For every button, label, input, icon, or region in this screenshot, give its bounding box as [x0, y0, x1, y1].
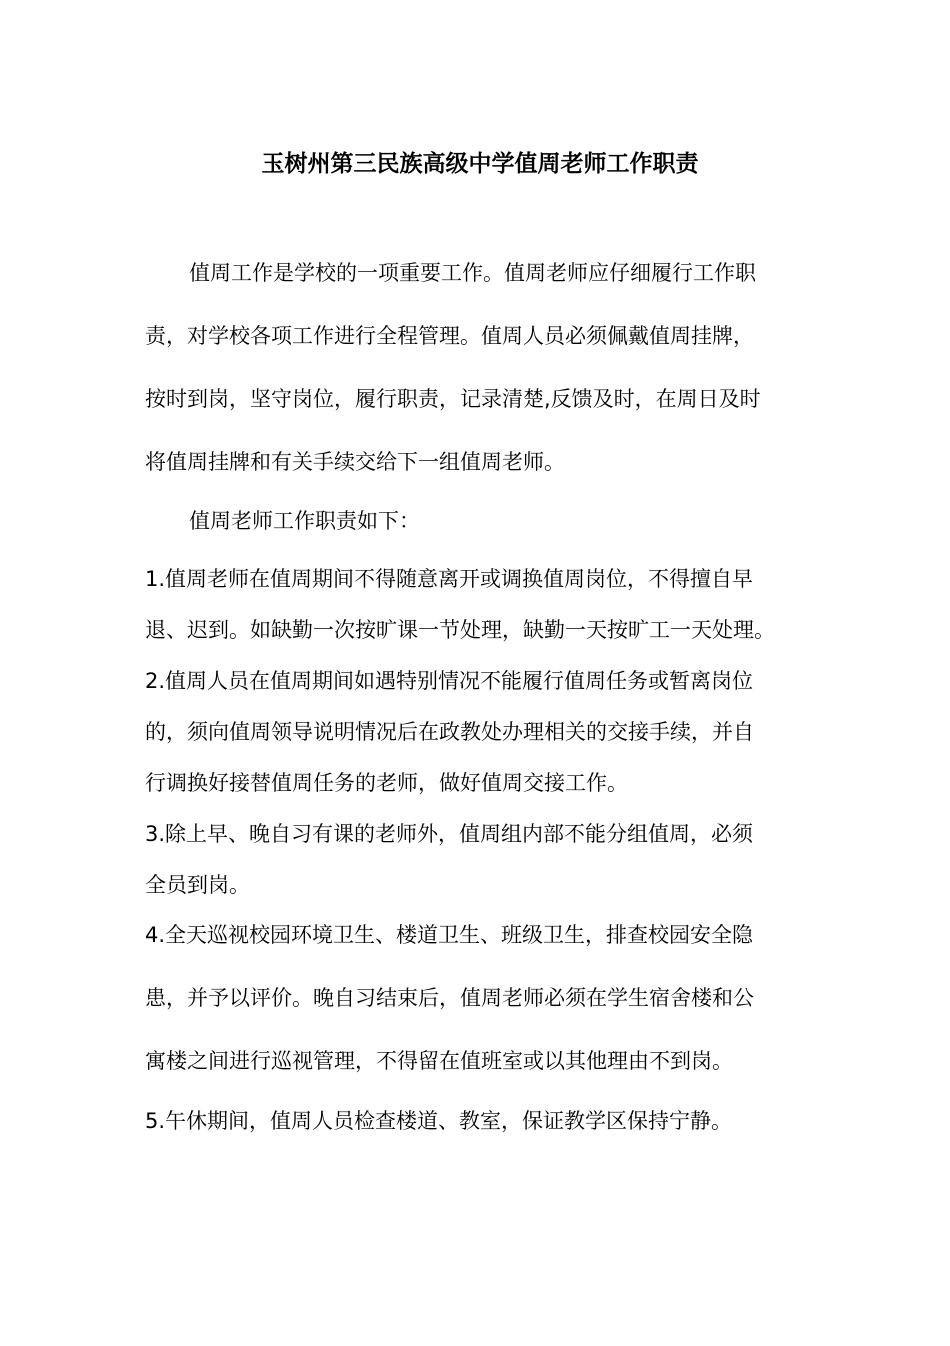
paragraph-line: 按时到岗，坚守岗位，履行职责，记录清楚,反馈及时，在周日及时 [145, 387, 761, 411]
list-item-line: 退、迟到。如缺勤一次按旷课一节处理，缺勤一天按旷工一天处理。 [145, 618, 775, 642]
list-item-line: 行调换好接替值周任务的老师，做好值周交接工作。 [145, 771, 628, 795]
document-title: 玉树州第三民族高级中学值周老师工作职责 [261, 150, 699, 177]
paragraph-line: 将值周挂牌和有关手续交给下一组值周老师。 [145, 450, 565, 474]
list-item-line: 寓楼之间进行巡视管理，不得留在值班室或以其他理由不到岗。 [145, 1049, 733, 1073]
paragraph-line: 责，对学校各项工作进行全程管理。值周人员必须佩戴值周挂牌， [145, 324, 754, 348]
list-item-line: 1.值周老师在值周期间不得随意离开或调换值周岗位，不得擅自早 [145, 567, 754, 591]
list-item-line: 患，并予以评价。晚自习结束后，值周老师必须在学生宿舍楼和公 [145, 986, 754, 1010]
list-item-line: 2.值周人员在值周期间如遇特别情况不能履行值周任务或暂离岗位 [145, 669, 754, 693]
list-item-line: 全员到岗。 [145, 873, 250, 897]
list-item-line: 3.除上早、晚自习有课的老师外，值周组内部不能分组值周，必须 [145, 822, 754, 846]
list-item-line: 4.全天巡视校园环境卫生、楼道卫生、班级卫生，排查校园安全隐 [145, 923, 754, 947]
list-item-line: 5.午休期间，值周人员检查楼道、教室，保证教学区保持宁静。 [145, 1109, 733, 1133]
section-intro: 值周老师工作职责如下： [189, 509, 420, 533]
paragraph-line: 值周工作是学校的一项重要工作。值周老师应仔细履行工作职 [189, 261, 756, 285]
list-item-line: 的，须向值周领导说明情况后在政教处办理相关的交接手续，并自 [145, 720, 754, 744]
